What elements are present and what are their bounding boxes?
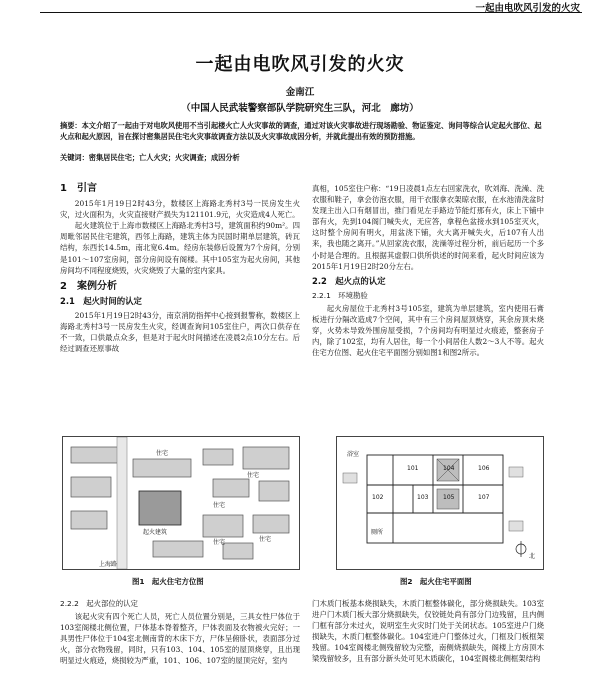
running-head: 一起由电吹风引发的火灾 bbox=[475, 3, 580, 14]
fig1-label: 住宅 bbox=[156, 450, 169, 457]
figure-1-location-map bbox=[62, 436, 300, 570]
figure-1-drawing bbox=[63, 437, 299, 569]
section-1-para-1: 2015年1月19日2时43分，数楼区上海路北秀村3号一民房发生火灾，过火面积为，火灾直接财产损失为121101.9元，火灾造成4人死亡。 bbox=[60, 199, 300, 220]
bottom-left-column bbox=[60, 598, 300, 667]
fig2-room-label: 102 bbox=[372, 494, 384, 501]
fig2-room-label: 厕所 bbox=[371, 529, 384, 536]
fig2-room-label: 104 bbox=[443, 465, 455, 472]
building-block bbox=[71, 511, 107, 529]
section-2-1-para: 2015年1月19日2时43分，南京消防指挥中心接到报警称，数楼区上海路北秀村3号一民房发生火灾，经调查询问105室住户，两次口供存在不一致，口供最点众多，但是对于起火时间描述在凌晨2点10分左右。后经过调查还原事故 bbox=[60, 310, 300, 354]
bottom-right-column bbox=[312, 598, 544, 665]
fig2-room-label: 103 bbox=[417, 494, 429, 501]
fig2-north-label: 北 bbox=[529, 553, 536, 560]
bottom-right-para: 门木质门板基本烧损缺失，木质门框整体碳化，部分烧损缺失。103室进户门木质门板大部分烧损缺失，仅铰链处尚有部分门边残留，且内侧门框有部分未过火，说明室生火灾时门处于关闭状态。105室进户门烧损缺失，木质门框整体碳化。104室进户门整体过火，门框及门板框架残留。104室阁楼北侧残留较为完整，南侧烧损缺失，阁楼上方房顶木梁残留较多，且有部分新头处可见木质碳化，104室阁楼北侧框架结构 bbox=[312, 599, 544, 664]
building-block bbox=[253, 515, 289, 533]
figure-2-floor-plan bbox=[336, 436, 544, 570]
right-para-continued: 真相，105室住户称：“19日凌晨1点左右回家洗衣，吹刘海、洗澡、洗衣服和鞋子，拿会彷泡衣服，用干衣服拿衣架晾衣服，在水池清洗盆时发现主出入口有烟冒出，推门看见左手路边节能灯那有火，床上下铺中部有火，先到104阁门喊失火，无应答，拿程色盆接水到105室灭火，这时整个房间有明火，用盆浇下铺，火大离开喊失火，后107有人出来，我也随之离开。”从回家洗衣服，洗澡等过程分析，前后起历一个多小时是合理的。且根据其虚假口供所供述的时间来看，起火时间应该为2015年1月19日2时20分左右。 bbox=[312, 184, 544, 271]
building-block bbox=[203, 449, 233, 465]
paper-title: 一起由电吹风引发的火灾 bbox=[195, 54, 405, 75]
keywords: 关键词：密集居民住宅；亡人火灾；火灾调查；成因分析 bbox=[60, 153, 240, 162]
fig2-room-label: 107 bbox=[478, 494, 490, 501]
author: 金南江 bbox=[285, 87, 315, 98]
left-column bbox=[60, 183, 300, 354]
building-block bbox=[71, 477, 111, 497]
fig1-label: 住宅 bbox=[213, 539, 226, 546]
building-block bbox=[133, 459, 191, 477]
section-1-heading: 1 引言 bbox=[60, 183, 97, 194]
section-2-2-1-heading: 2.2.1 环境勘验 bbox=[312, 290, 368, 300]
building-block bbox=[203, 515, 243, 537]
fire-building-block bbox=[139, 491, 181, 525]
building-block bbox=[243, 447, 289, 469]
fig2-room-label: 101 bbox=[407, 465, 419, 472]
building-block bbox=[153, 541, 203, 557]
fig1-label: 住宅 bbox=[259, 536, 272, 543]
section-2-2-2-para: 该起火灾有四个死亡人员，死亡人员位置分别是，三具女性尸体位于103室阁楼北侧位置，尸体基本脊着整齐，尸体表面及衣物被火完好；一具男性尸体位于104室北侧南背的木床下方，尸体呈俯卧状，表面部分过火，部分衣物残留，同时，只有103、104、105室的屋顶烧穿，且出现明显过火痕迹，烧损较为严重，101、106、107室的屋顶完好，室内 bbox=[60, 612, 300, 666]
building-block bbox=[71, 447, 119, 463]
section-2-2-2-heading: 2.2.2 起火部位的认定 bbox=[60, 599, 138, 608]
fig1-label: 住宅 bbox=[247, 472, 260, 479]
section-2-1-heading: 2.1 起火时间的认定 bbox=[60, 295, 142, 306]
fig1-label-fire-building: 起火建筑 bbox=[143, 529, 168, 536]
road bbox=[117, 437, 127, 569]
figure-2-caption: 图2 起火住宅平面图 bbox=[400, 577, 472, 586]
fig1-label-road: 上海路 bbox=[99, 561, 118, 568]
section-2-2-heading: 2.2 起火点的认定 bbox=[312, 275, 386, 286]
affiliation: （中国人民武装警察部队学院研究生三队，河北 廊坊） bbox=[181, 103, 419, 114]
abstract: 摘要：本文介绍了一起由于对电吹风使用不当引起楼火亡人火灾事故的调查，通过对该火灾事故进行现场勘验、物证鉴定、询问等综合认定起火部位、起火点和起火原因，旨在探讨密集居民住宅火灾事故调查方法以及火灾事故成因分析，并就此提出有效的预防措施。 bbox=[60, 121, 542, 141]
right-column bbox=[312, 183, 544, 358]
building-block bbox=[223, 543, 253, 559]
building-block bbox=[259, 481, 289, 501]
section-2-heading: 2 案例分析 bbox=[60, 280, 117, 292]
fig2-room-label: 106 bbox=[478, 465, 490, 472]
fig1-label: 住宅 bbox=[213, 502, 226, 509]
building-block bbox=[213, 479, 249, 497]
section-2-2-1-para: 起火房屋位于北秀村3号105室，建筑为单层建筑，室内使用石膏板进行分隔改造成7个空间，其中有三个房间屋顶烧穿，其余房顶未烧穿，火势未导致外围房屋受损，7个房间均有明显过火痕迹，整套房子内，除了102室，均有人居住，每一个小间居住人数2～3人不等。起火住宅方位图、起火住宅平面图分别如图1和图2所示。 bbox=[312, 303, 544, 358]
fig2-room-label: 浴室 bbox=[347, 451, 360, 458]
fig2-room-label-fire: 105 bbox=[443, 494, 455, 501]
section-1-para-2: 起火建筑位于上海市数楼区上海路北秀村3号，建筑面积约90m²。四周毗邻居民住宅建筑，西邻上海路，建筑主体为民国时期单层建筑，砖瓦结构，东西长14.5m，南北宽6.4m。经房东装修后设置为7个房间，分别是101～107室房间，部分房间设有阁楼。其中105室为起火房间，其他房间均不同程度烧毁，火灾烧毁了大量的室内家具。 bbox=[60, 221, 300, 275]
figure-1-caption: 图1 起火住宅方位图 bbox=[132, 577, 204, 586]
figure-2-drawing bbox=[337, 437, 543, 569]
